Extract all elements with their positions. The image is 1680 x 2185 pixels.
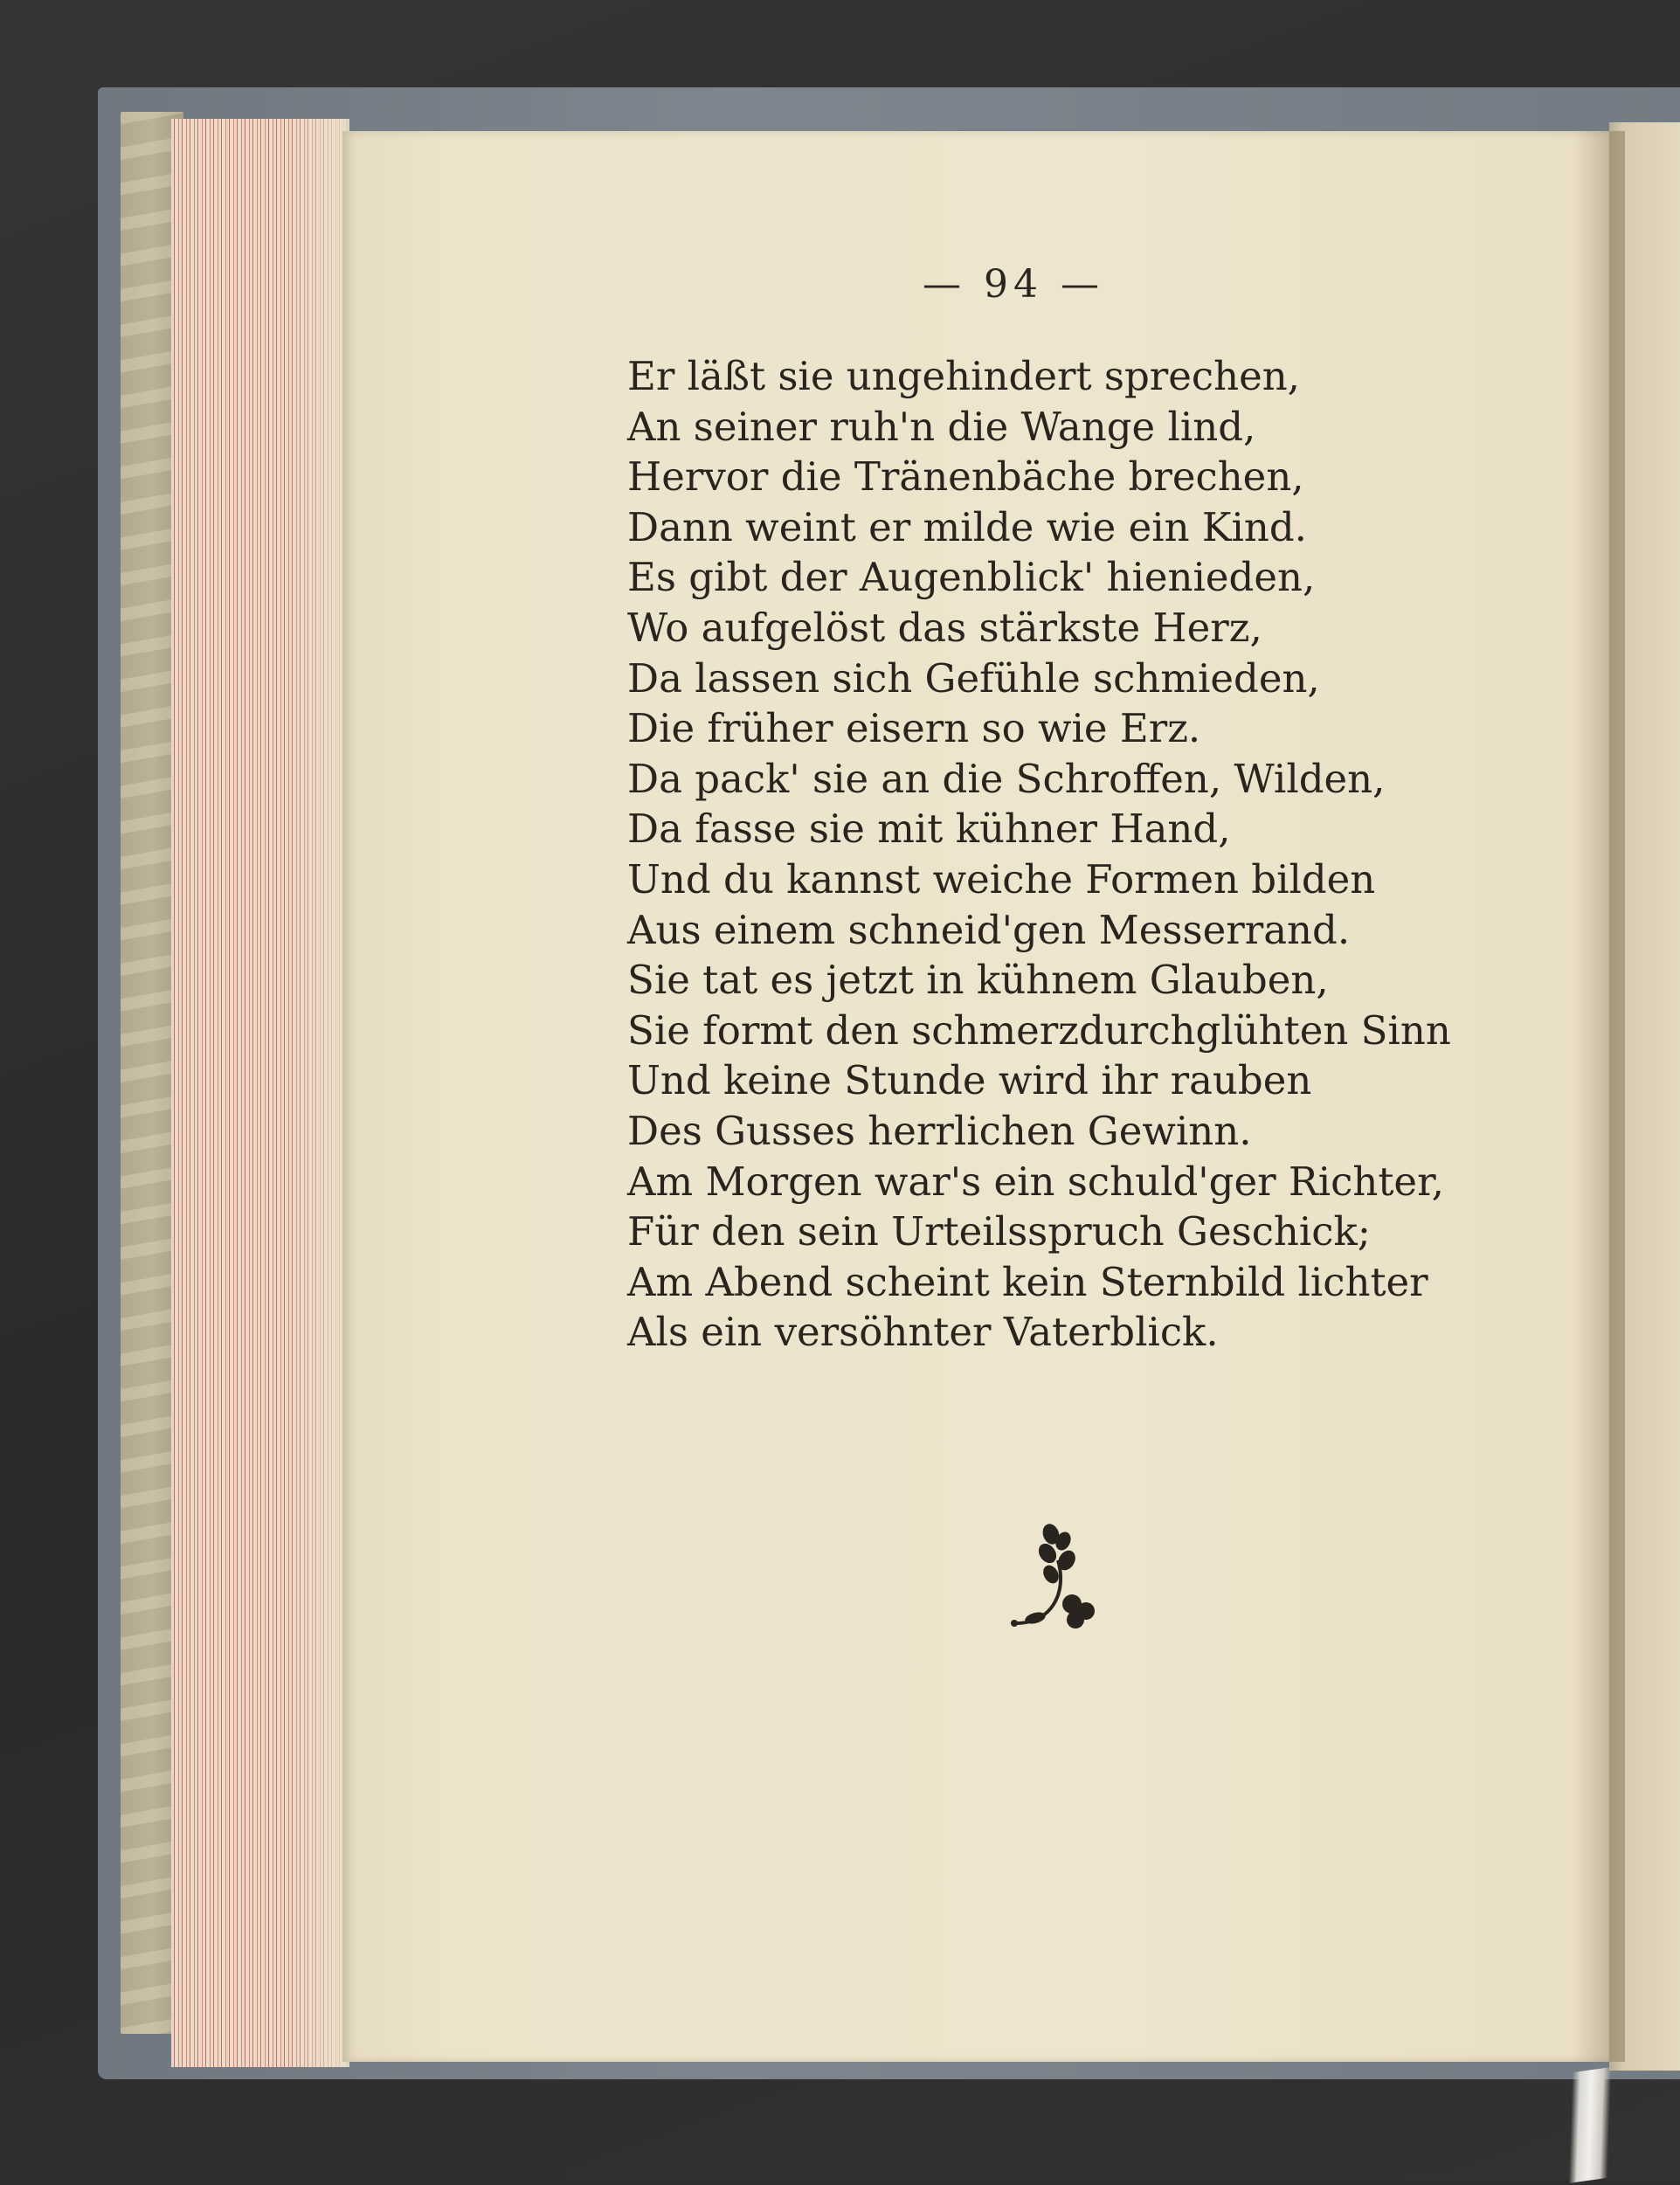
poem-line: Aus einem schneid'gen Messerrand. [627, 906, 1351, 953]
poem-line: Hervor die Tränenbäche brechen, [627, 453, 1304, 501]
poem-line: Und keine Stunde wird ihr rauben [627, 1057, 1312, 1104]
poem-line: Wo aufgelöst das stärkste Herz, [627, 604, 1262, 651]
poem-line: Es gibt der Augenblick' hienieden, [627, 554, 1316, 601]
poem-line: An seiner ruh'n die Wange lind, [627, 403, 1256, 450]
poem-line: Er läßt sie ungehindert sprechen, [627, 353, 1300, 399]
poem-text [627, 351, 1588, 1358]
poem-line: Dann weint er milde wie ein Kind. [627, 503, 1307, 550]
poem-line: Für den sein Urteilsspruch Geschick; [627, 1208, 1371, 1255]
poem-line: Da fasse sie mit kühner Hand, [627, 806, 1231, 853]
poem-line: Des Gusses herrlichen Gewinn. [627, 1107, 1252, 1154]
poem-line: Am Abend scheint kein Sternbild lichter [627, 1258, 1428, 1305]
page-number: — 94 — [923, 262, 1104, 307]
poem-line: Sie tat es jetzt in kühnem Glauben, [627, 957, 1329, 1004]
bookmark-ribbon [1544, 2065, 1637, 2184]
page-edges-fade [288, 119, 349, 2067]
floral-vignette-icon [1000, 1520, 1105, 1634]
poem-line: Als ein versöhnter Vaterblick. [627, 1309, 1219, 1356]
poem-line: Da pack' sie an die Schroffen, Wilden, [627, 755, 1386, 802]
poem-line: Am Morgen war's ein schuld'ger Richter, [627, 1158, 1444, 1205]
poem-line: Sie formt den schmerzdurchglühten Sinn [627, 1006, 1451, 1054]
poem-line: Und du kannst weiche Formen bilden [627, 855, 1376, 902]
poem-line: Da lassen sich Gefühle schmieden, [627, 654, 1320, 702]
poem-line: Die früher eisern so wie Erz. [627, 705, 1201, 752]
